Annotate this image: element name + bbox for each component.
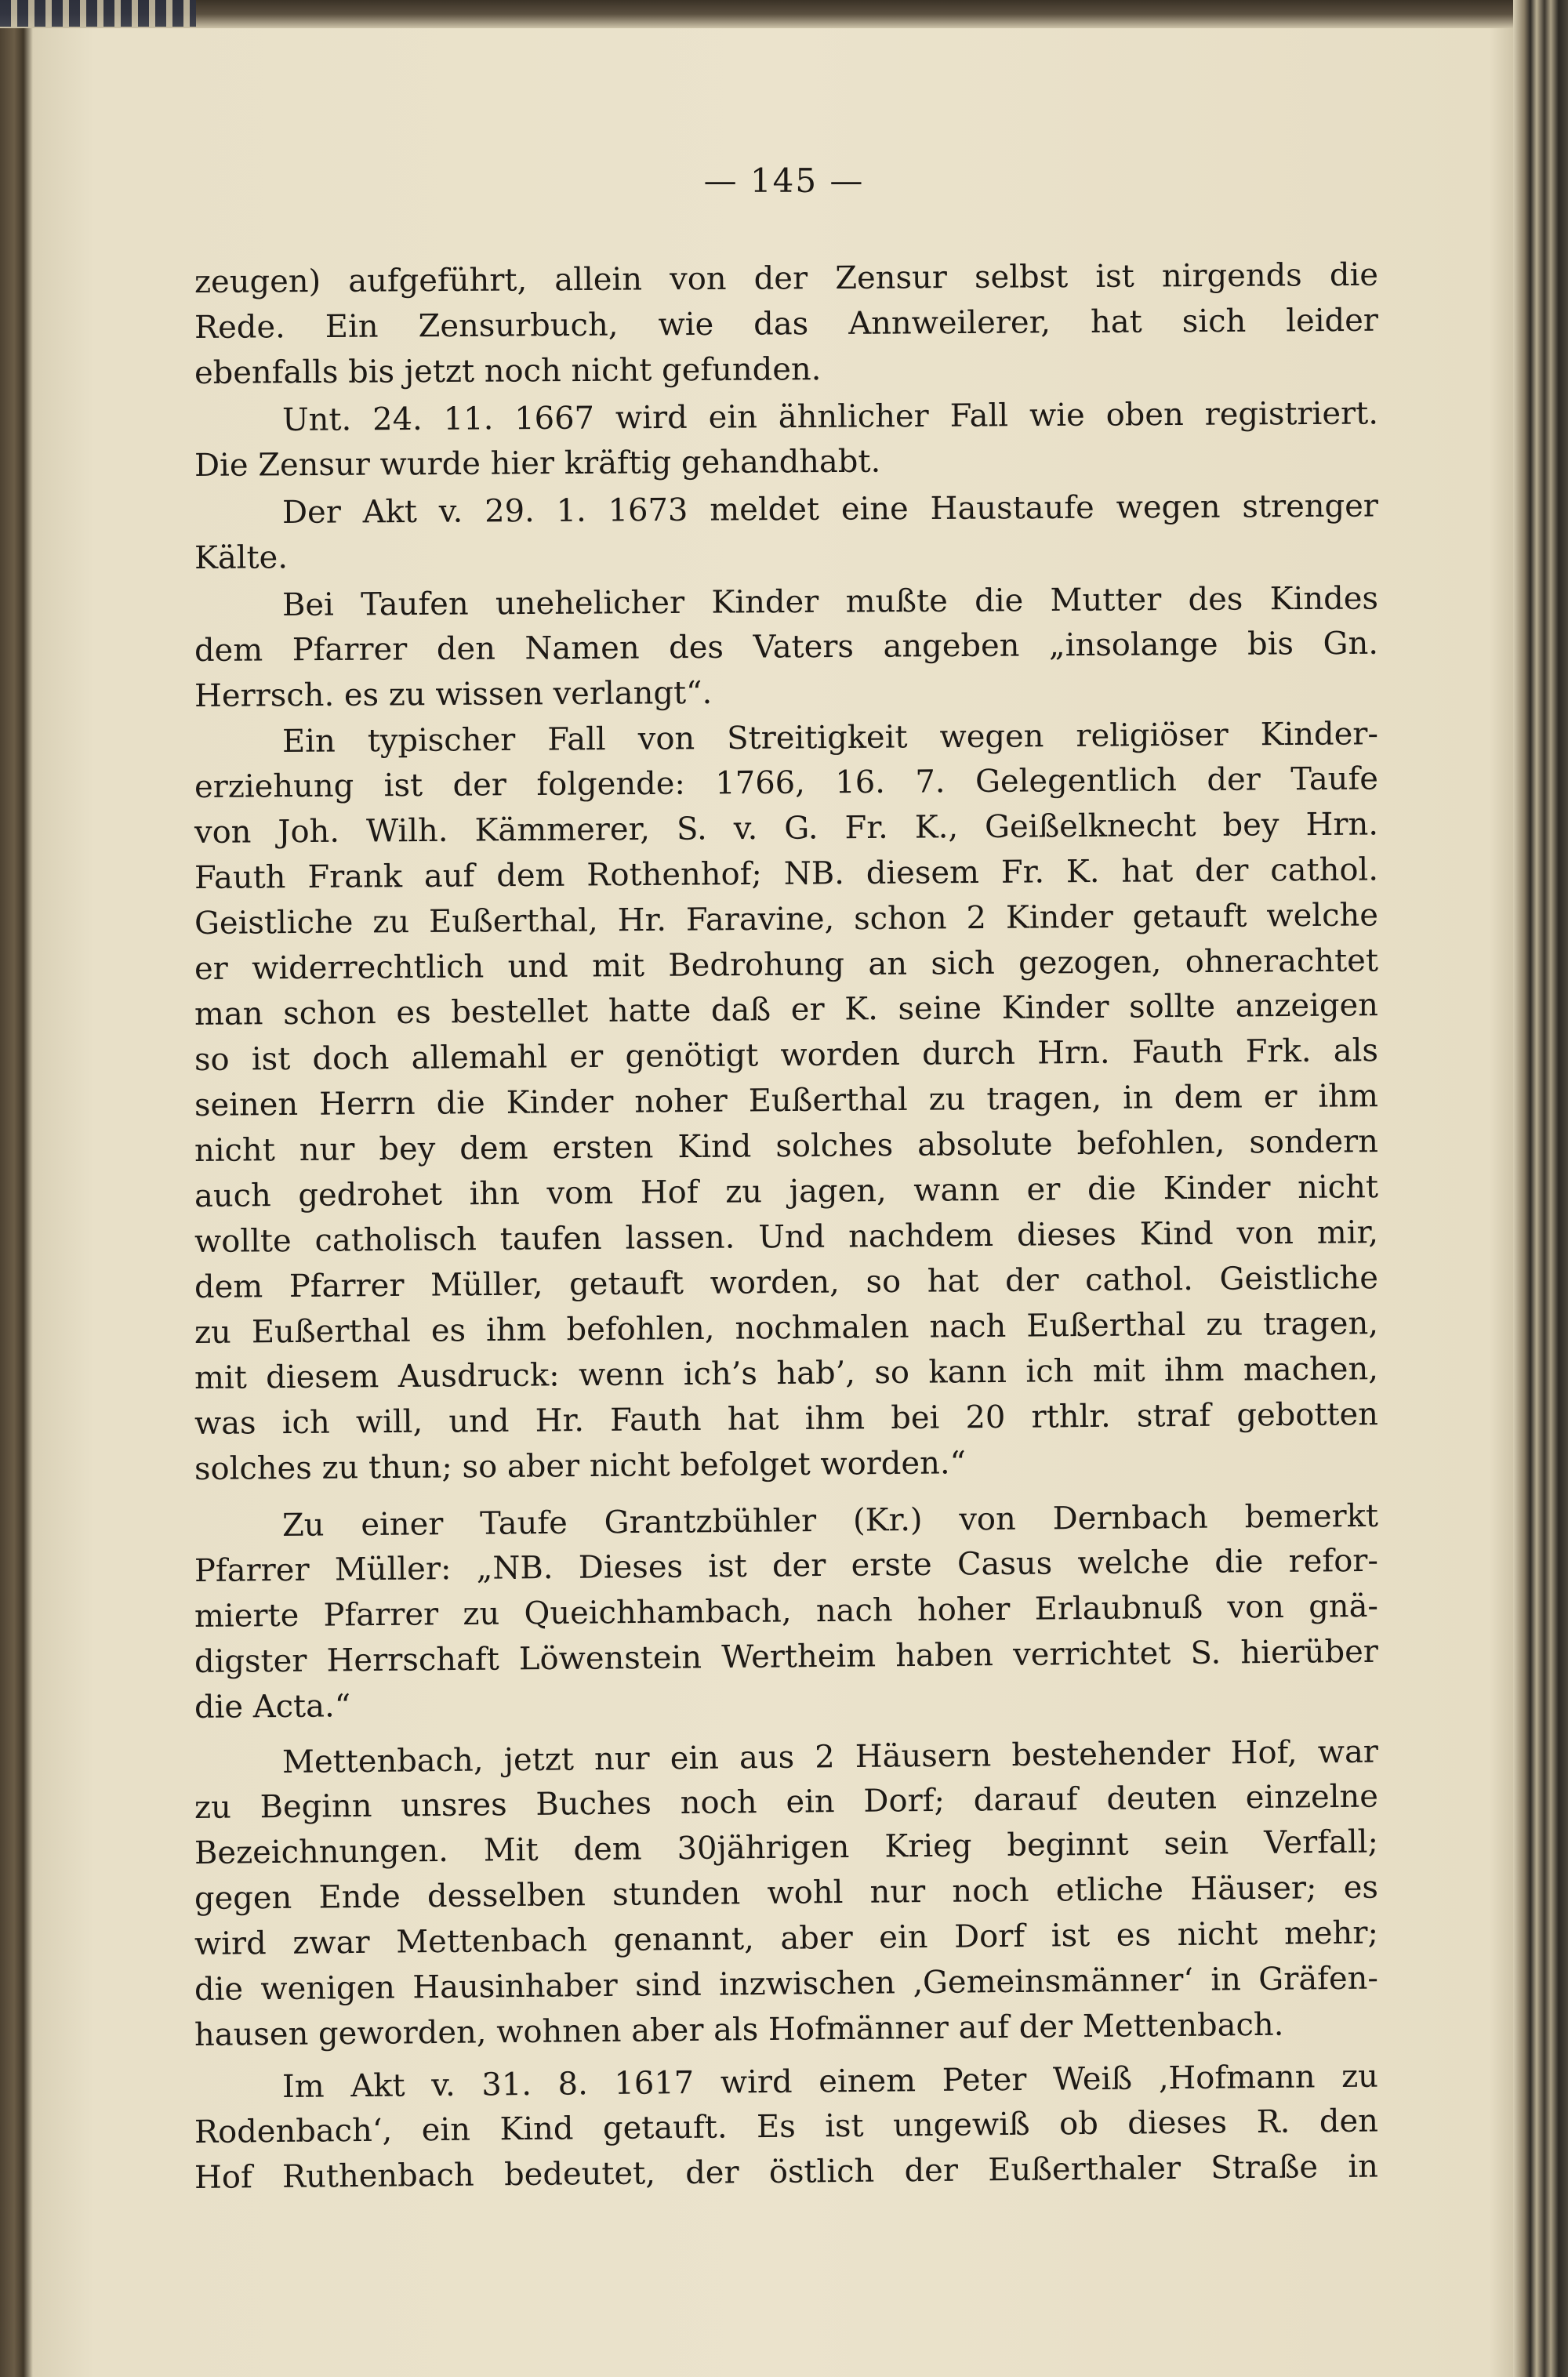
text-line: Bei Taufen unehelicher Kinder mußte die Mutter des Kindes bbox=[281, 580, 1379, 623]
text-line: zu Eußerthal es ihm befohlen, nochmalen nach Eußerthal zu tragen, bbox=[194, 1305, 1379, 1351]
text-line: zu Beginn unsres Buches noch ein Dorf; darauf deuten einzelne bbox=[194, 1778, 1379, 1826]
text-line: Die Zensur wurde hier kräftig gehandhabt. bbox=[194, 443, 881, 484]
text-line: Fauth Frank auf dem Rothenhof; NB. diesem Fr. K. hat der cathol. bbox=[194, 851, 1379, 896]
text-line: Unt. 24. 11. 1667 wird ein ähnlicher Fall wie oben registriert. bbox=[281, 395, 1379, 438]
text-line: nicht nur bey dem ersten Kind solches absolute befohlen, sondern bbox=[194, 1123, 1379, 1169]
text-line: gegen Ende desselben stunden wohl nur noch etliche Häuser; es bbox=[194, 1869, 1379, 1917]
text-line: er widerrechtlich und mit Bedrohung an sich gezogen, ohnerachtet bbox=[194, 942, 1379, 987]
text-line: dem Pfarrer den Namen des Vaters angeben „insolange bis Gn. bbox=[194, 625, 1379, 669]
text-line: mierte Pfarrer zu Queichhambach, nach hoher Erlaubnuß von gnä- bbox=[194, 1588, 1379, 1635]
text-line: was ich will, und Hr. Fauth hat ihm bei 20 rthlr. straf gebotten bbox=[194, 1396, 1379, 1442]
text-line: wollte catholisch taufen lassen. Und nachdem dieses Kind von mir, bbox=[194, 1214, 1379, 1260]
text-line: wird zwar Mettenbach genannt, aber ein Dorf ist es nicht mehr; bbox=[194, 1914, 1379, 1962]
text-line: hausen geworden, wohnen aber als Hofmänner auf der Mettenbach. bbox=[194, 2006, 1284, 2053]
text-line: dem Pfarrer Müller, getauft worden, so hat der cathol. Geistliche bbox=[194, 1260, 1379, 1305]
text-line: Rede. Ein Zensurbuch, wie das Annweilerer, hat sich leider bbox=[194, 302, 1379, 346]
text-line: die Acta.“ bbox=[194, 1688, 351, 1726]
text-line: zeugen) aufgeführt, allein von der Zensur selbst ist nirgends die bbox=[194, 256, 1379, 300]
text-line: Rodenbach‘, ein Kind getauft. Es ist ungewiß ob dieses R. den bbox=[194, 2103, 1379, 2150]
text-line: Geistliche zu Eußerthal, Hr. Faravine, schon 2 Kinder getauft welche bbox=[194, 897, 1379, 942]
text-line: ebenfalls bis jetzt noch nicht gefunden. bbox=[194, 351, 822, 391]
text-line: Hof Ruthenbach bedeutet, der östlich der Eußerthaler Straße in bbox=[194, 2148, 1379, 2196]
text-line: man schon es bestellet hatte daß er K. seine Kinder sollte anzeigen bbox=[194, 987, 1379, 1032]
text-line: auch gedrohet ihn vom Hof zu jagen, wann er die Kinder nicht bbox=[194, 1169, 1379, 1214]
text-line: Kälte. bbox=[194, 539, 289, 576]
text-line: Mettenbach, jetzt nur ein aus 2 Häusern bestehender Hof, war bbox=[281, 1733, 1379, 1780]
text-line: Im Akt v. 31. 8. 1617 wird einem Peter Weiß ‚Hofmann zu bbox=[281, 2058, 1379, 2105]
text-line: digster Herrschaft Löwenstein Wertheim haben verrichtet S. hierüber bbox=[194, 1633, 1379, 1680]
text-line: Zu einer Taufe Grantzbühler (Kr.) von Dernbach bemerkt bbox=[281, 1497, 1379, 1544]
text-line: Pfarrer Müller: „NB. Dieses ist der erste Casus welche die refor- bbox=[194, 1542, 1379, 1589]
text-line: solches zu thun; so aber nicht befolget worden.“ bbox=[194, 1445, 967, 1487]
text-line: Bezeichnungen. Mit dem 30jährigen Krieg beginnt sein Verfall; bbox=[194, 1824, 1379, 1871]
text-line: so ist doch allemahl er genötigt worden durch Hrn. Fauth Frk. als bbox=[194, 1032, 1379, 1078]
text-line: die wenigen Hausinhaber sind inzwischen ‚Gemeinsmänner‘ in Gräfen- bbox=[194, 1960, 1379, 2008]
text-line: Ein typischer Fall von Streitigkeit wegen religiöser Kinder- bbox=[281, 716, 1379, 760]
text-line: Der Akt v. 29. 1. 1673 meldet eine Haustaufe wegen strenger bbox=[281, 488, 1379, 531]
text-line: Herrsch. es zu wissen verlangt“. bbox=[194, 674, 713, 714]
text-line: seinen Herrn die Kinder noher Eußerthal zu tragen, in dem er ihm bbox=[194, 1078, 1379, 1123]
text-line: erziehung ist der folgende: 1766, 16. 7. Gelegentlich der Taufe bbox=[194, 760, 1379, 805]
text-line: von Joh. Wilh. Kämmerer, S. v. G. Fr. K., Geißelknecht bey Hrn. bbox=[194, 806, 1379, 851]
page-number: — 145 — bbox=[703, 161, 865, 200]
text-line: mit diesem Ausdruck: wenn ich’s hab’, so kann ich mit ihm machen, bbox=[194, 1351, 1379, 1396]
